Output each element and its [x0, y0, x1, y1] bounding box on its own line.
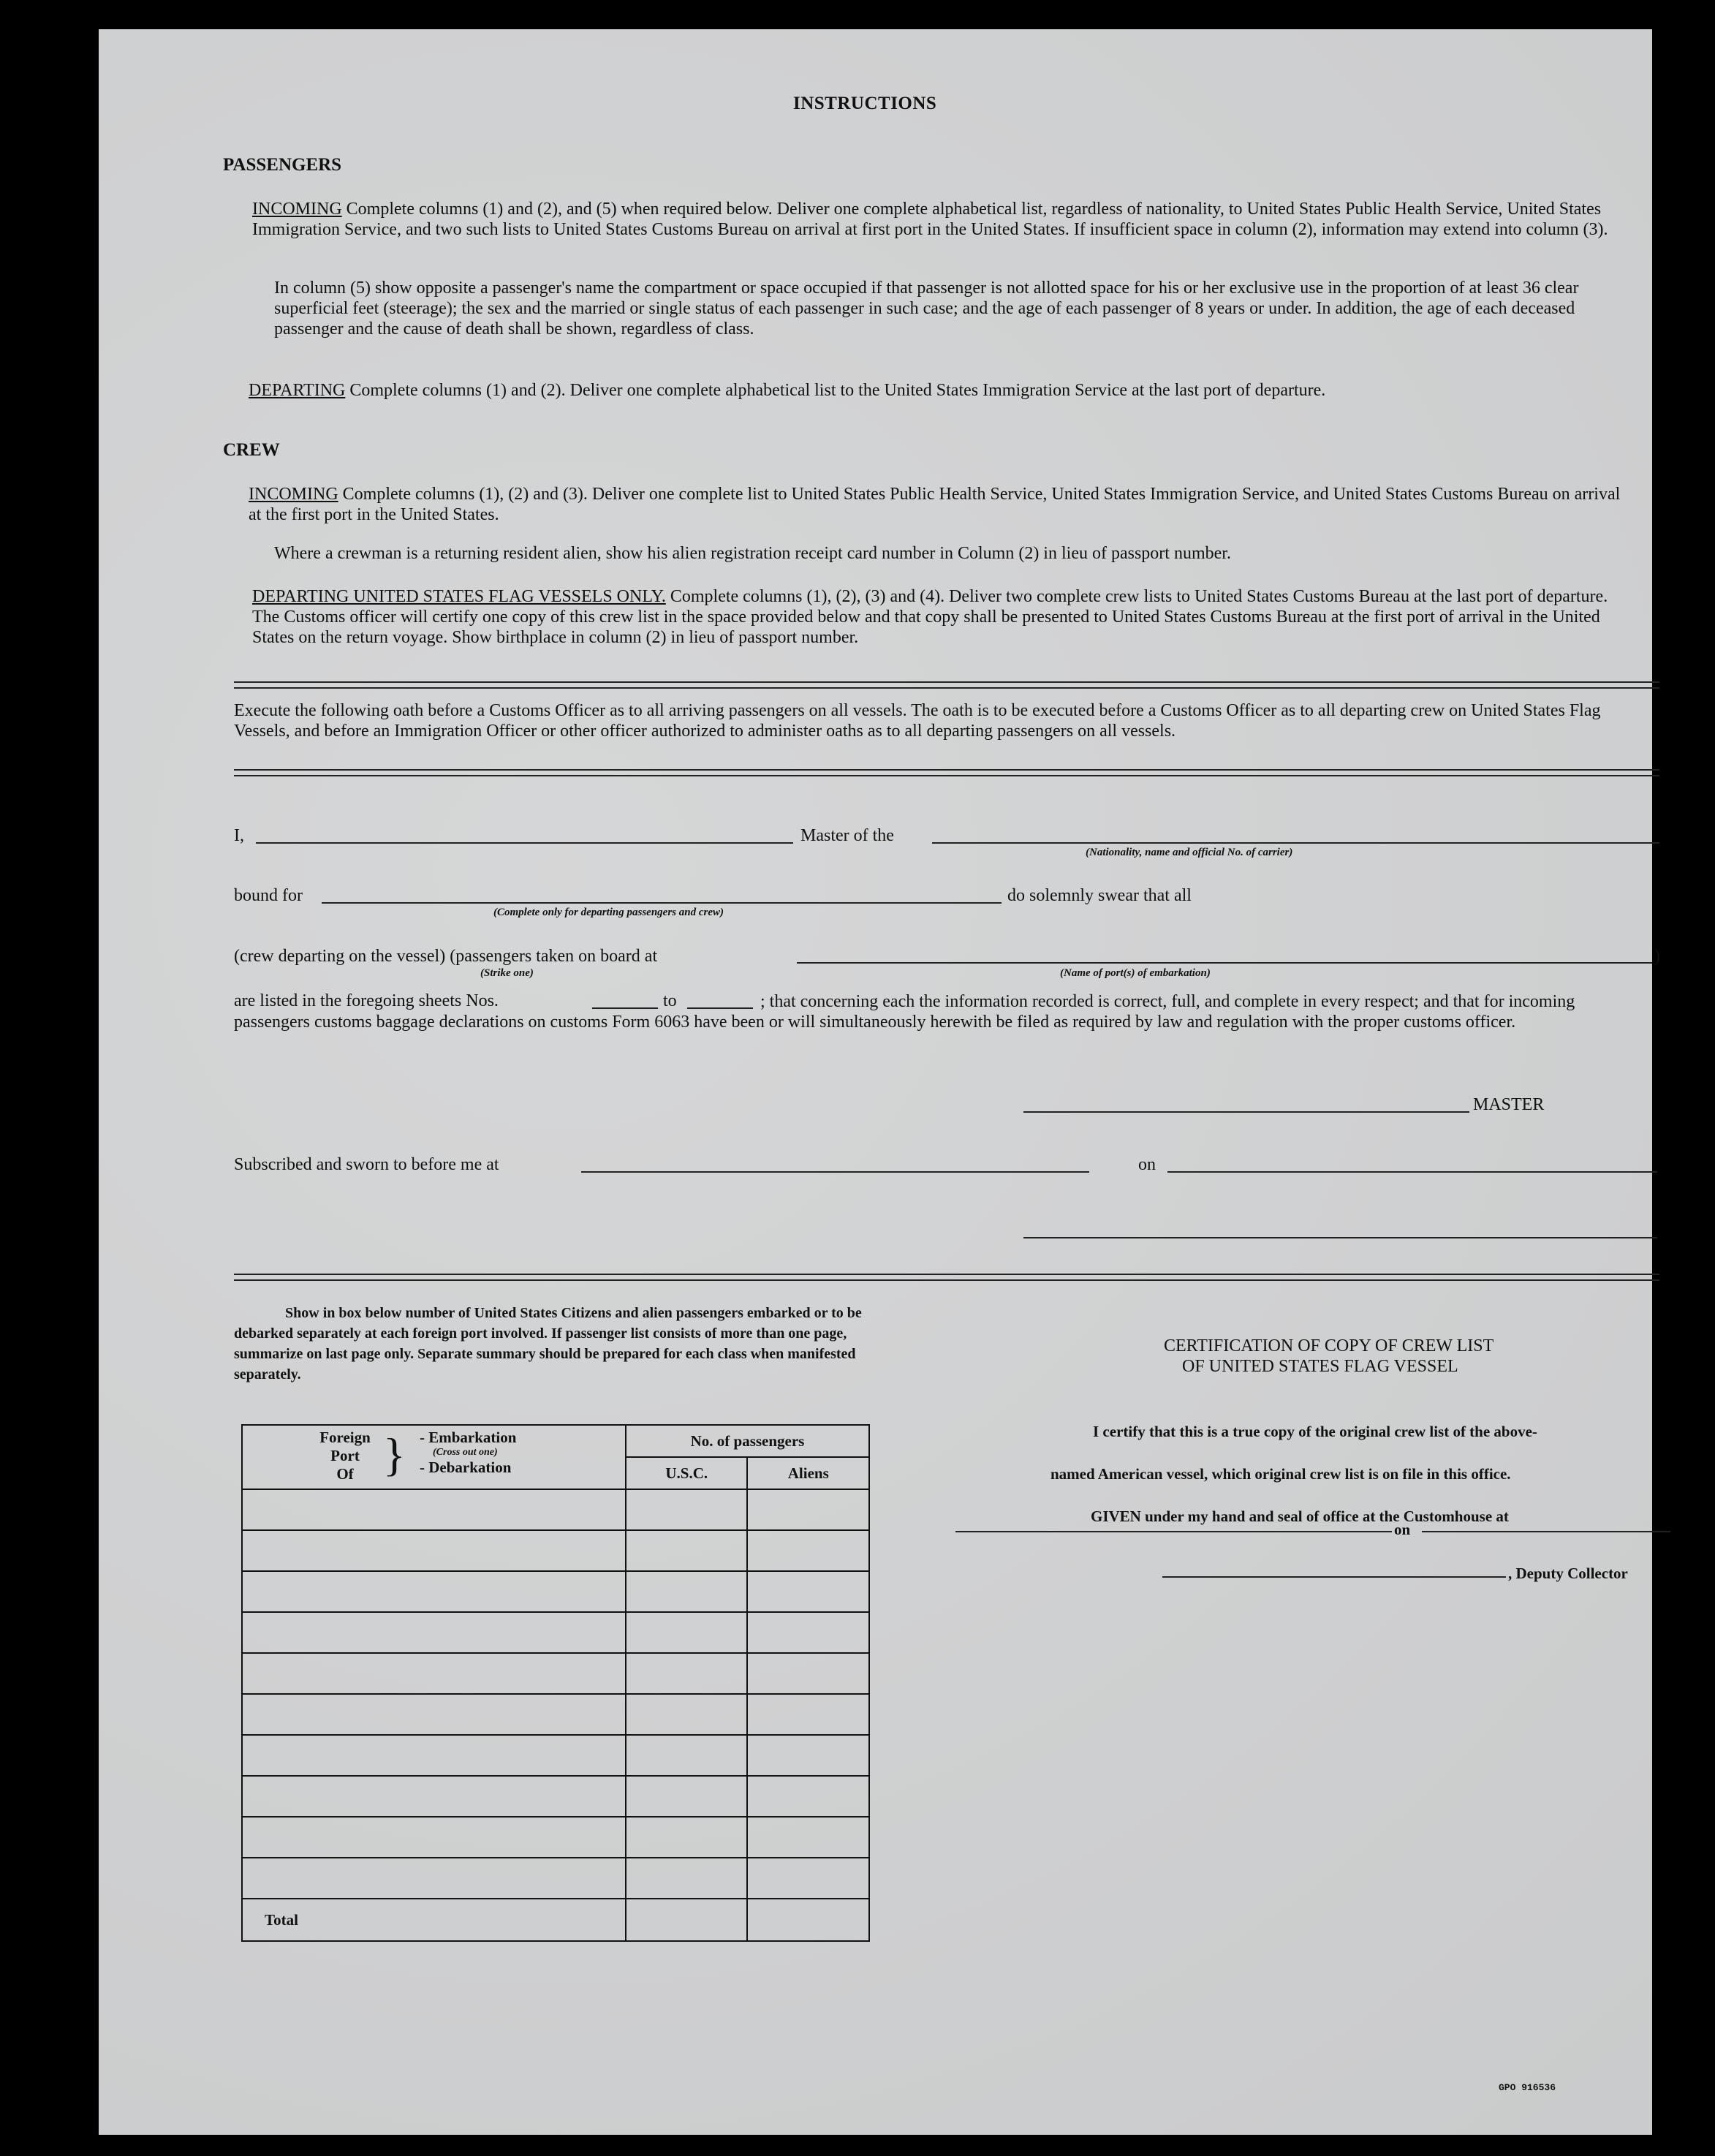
table-row: [242, 1489, 869, 1530]
section-divider: [234, 1274, 1659, 1281]
table-row: [242, 1653, 869, 1694]
certify-line2: named American vessel, which original crew list is on file in this office.: [1050, 1465, 1511, 1483]
officer-signature-field[interactable]: [1023, 1237, 1657, 1238]
master-name-field[interactable]: [256, 842, 793, 844]
debarkation-label: - Debarkation: [420, 1459, 512, 1476]
usc-cell[interactable]: [626, 1653, 748, 1694]
aliens-cell[interactable]: [747, 1530, 869, 1571]
certification-title-line2: OF UNITED STATES FLAG VESSEL: [1182, 1357, 1458, 1376]
deputy-collector-label: , Deputy Collector: [1508, 1565, 1628, 1582]
embarkation-port-field[interactable]: [797, 962, 1652, 964]
usc-cell[interactable]: [626, 1612, 748, 1653]
aliens-cell[interactable]: [747, 1858, 869, 1899]
total-label: Total: [242, 1899, 626, 1941]
usc-cell[interactable]: [626, 1817, 748, 1858]
crew-departing-text: Complete columns (1), (2), (3) and (4). Deliver two complete crew lists to United States Customs Bureau at the last port of departure. The Customs officer will certify one copy of this crew list in the space provided below and that copy shall be presented to United States Customs Bureau at the first port of arrival in the United States on the return voyage. Show birthplace in column (2) in lieu of passport number.: [252, 587, 1608, 647]
listed-prefix: are listed in the foregoing sheets Nos.: [234, 991, 499, 1010]
passengers-incoming-text: Complete columns (1) and (2), and (5) when required below. Deliver one complete alphabetical list, regardless of nationality, to United States Public Health Service, United States Immigration Service, and two such lists to United States Customs Bureau on arrival at first port in the United States. If insufficient space in column (2), information may extend into column (3).: [252, 200, 1608, 239]
aliens-cell[interactable]: [747, 1817, 869, 1858]
crew-departing-paragraph: [252, 586, 1634, 648]
usc-cell[interactable]: [626, 1530, 748, 1571]
certification-title-line1: CERTIFICATION OF COPY OF CREW LIST: [1164, 1336, 1494, 1355]
port-cell[interactable]: [242, 1817, 626, 1858]
table-row: [242, 1694, 869, 1735]
section-divider: [234, 769, 1659, 776]
aliens-cell[interactable]: [747, 1735, 869, 1776]
usc-cell[interactable]: [626, 1858, 748, 1899]
certification-date-field[interactable]: [1422, 1531, 1670, 1532]
total-usc-cell[interactable]: [626, 1899, 748, 1941]
swear-text: do solemnly swear that all: [1007, 886, 1192, 905]
passenger-summary-table: [241, 1424, 870, 1942]
passengers-departing-text: Complete columns (1) and (2). Deliver one complete alphabetical list to the United States Immigration Service at the last port of departure.: [349, 381, 1326, 400]
foreign-port-header: [242, 1425, 626, 1489]
port-label: Port: [330, 1447, 360, 1464]
usc-cell[interactable]: [626, 1571, 748, 1612]
aliens-cell[interactable]: [747, 1653, 869, 1694]
port-cell[interactable]: [242, 1489, 626, 1530]
embarkation-label: - Embarkation: [420, 1429, 517, 1446]
aliens-cell[interactable]: [747, 1694, 869, 1735]
aliens-cell[interactable]: [747, 1489, 869, 1530]
crew-departing-label: DEPARTING UNITED STATES FLAG VESSELS ONLY.: [252, 587, 666, 606]
usc-cell[interactable]: [626, 1489, 748, 1530]
summary-rows: [242, 1489, 869, 1899]
table-row: [242, 1530, 869, 1571]
of-label: Of: [336, 1465, 354, 1483]
table-row: [242, 1776, 869, 1817]
usc-cell[interactable]: [626, 1776, 748, 1817]
master-of-the-label: Master of the: [800, 826, 894, 845]
passengers-incoming-label: INCOMING: [252, 200, 342, 219]
to-label: to: [663, 991, 677, 1010]
carrier-caption: (Nationality, name and official No. of carrier): [1086, 847, 1293, 858]
customhouse-field[interactable]: [955, 1531, 1392, 1532]
brace-glyph: }: [383, 1429, 406, 1480]
no-of-passengers-header: No. of passengers: [626, 1425, 869, 1457]
usc-header: U.S.C.: [626, 1457, 748, 1489]
table-row: [242, 1735, 869, 1776]
deputy-signature-field[interactable]: [1162, 1576, 1506, 1578]
aliens-cell[interactable]: [747, 1571, 869, 1612]
aliens-cell[interactable]: [747, 1776, 869, 1817]
gpo-number: GPO 916536: [1499, 2082, 1556, 2093]
port-cell[interactable]: [242, 1735, 626, 1776]
crew-passengers-text: (crew departing on the vessel) (passengers taken on board at: [234, 947, 658, 966]
certification-on-label: on: [1394, 1521, 1411, 1538]
port-cell[interactable]: [242, 1530, 626, 1571]
form-sheet: [99, 29, 1660, 2135]
port-cell[interactable]: [242, 1776, 626, 1817]
passengers-column5-paragraph: In column (5) show opposite a passenger's name the compartment or space occupied if that passenger is not allotted space for his or her exclusive use in the proportion of at least 36 clear superficial feet (steerage); the sex and the married or single status of each passenger in such case; and the age of each passenger of 8 years or under. In addition, the age of each deceased passenger and the cause of death shall be shown, regardless of class.: [274, 279, 1579, 338]
table-row: [242, 1571, 869, 1612]
table-row: [242, 1817, 869, 1858]
master-signature-field[interactable]: [1023, 1111, 1469, 1113]
cross-out-caption: (Cross out one): [433, 1447, 498, 1458]
crew-heading: CREW: [223, 440, 280, 460]
aliens-header: Aliens: [747, 1457, 869, 1489]
subscribed-label: Subscribed and sworn to before me at: [234, 1155, 499, 1174]
foreign-label: Foreign: [319, 1429, 371, 1446]
crew-incoming-text: Complete columns (1), (2) and (3). Deliver one complete list to United States Public Health Service, United States Immigration Service, and United States Customs Bureau on arrival at the first port in the United States.: [249, 485, 1621, 524]
passengers-departing-paragraph: [249, 380, 1634, 401]
total-aliens-cell[interactable]: [747, 1899, 869, 1941]
master-label: MASTER: [1473, 1095, 1545, 1114]
subscribed-date-field[interactable]: [1167, 1171, 1657, 1173]
oath-intro: Execute the following oath before a Customs Officer as to all arriving passengers on all vessels. The oath is to be executed before a Customs Officer as to all departing crew on United States Flag Vessels, and before an Immigration Officer or other officer authorized to administer oaths as to all departing passengers on all vessels.: [234, 701, 1601, 741]
aliens-cell[interactable]: [747, 1612, 869, 1653]
port-cell[interactable]: [242, 1858, 626, 1899]
given-line: GIVEN under my hand and seal of office at the Customhouse at: [1091, 1508, 1509, 1525]
certify-line1: I certify that this is a true copy of the original crew list of the above-: [1093, 1423, 1537, 1440]
subscribed-place-field[interactable]: [581, 1171, 1089, 1173]
port-cell[interactable]: [242, 1653, 626, 1694]
bound-for-caption: (Complete only for departing passengers and crew): [493, 907, 724, 918]
passengers-heading: PASSENGERS: [223, 155, 342, 175]
bound-for-label: bound for: [234, 886, 303, 905]
crew-incoming-paragraph: [249, 484, 1634, 525]
crew-incoming-label: INCOMING: [249, 485, 338, 504]
port-cell[interactable]: [242, 1571, 626, 1612]
port-cell[interactable]: [242, 1694, 626, 1735]
port-caption: (Name of port(s) of embarkation): [1060, 967, 1211, 979]
crew-resident-paragraph: Where a crewman is a returning resident alien, show his alien registration receipt card number in Column (2) in lieu of passport number.: [274, 544, 1231, 563]
carrier-field[interactable]: [932, 842, 1659, 844]
usc-cell[interactable]: [626, 1694, 748, 1735]
passengers-incoming-paragraph: [252, 199, 1634, 240]
page-title: INSTRUCTIONS: [793, 94, 937, 113]
summary-instructions: Show in box below number of United States Citizens and alien passengers embarked or to be debarked separately at each foreign port involved. If passenger list consists of more than one page, summarize on last page only. Separate summary should be prepared for each class when manifested separately.: [234, 1305, 862, 1383]
subscribed-on-label: on: [1138, 1155, 1156, 1174]
table-row: [242, 1858, 869, 1899]
strike-caption: (Strike one): [480, 967, 534, 979]
listed-rest: ; that concerning each the information recorded is correct, full, and complete in every respect; and that for incoming passengers customs baggage declarations on customs Form 6063 have been or will simultaneously herewith be filed as required by law and regulation with the proper customs officer.: [234, 992, 1575, 1032]
oath-i-label: I,: [234, 826, 244, 845]
passengers-departing-label: DEPARTING: [249, 381, 346, 400]
close-paren: ): [1654, 947, 1660, 966]
usc-cell[interactable]: [626, 1735, 748, 1776]
bound-for-field[interactable]: [322, 902, 1002, 904]
port-cell[interactable]: [242, 1612, 626, 1653]
table-row: [242, 1612, 869, 1653]
section-divider: [234, 681, 1659, 689]
